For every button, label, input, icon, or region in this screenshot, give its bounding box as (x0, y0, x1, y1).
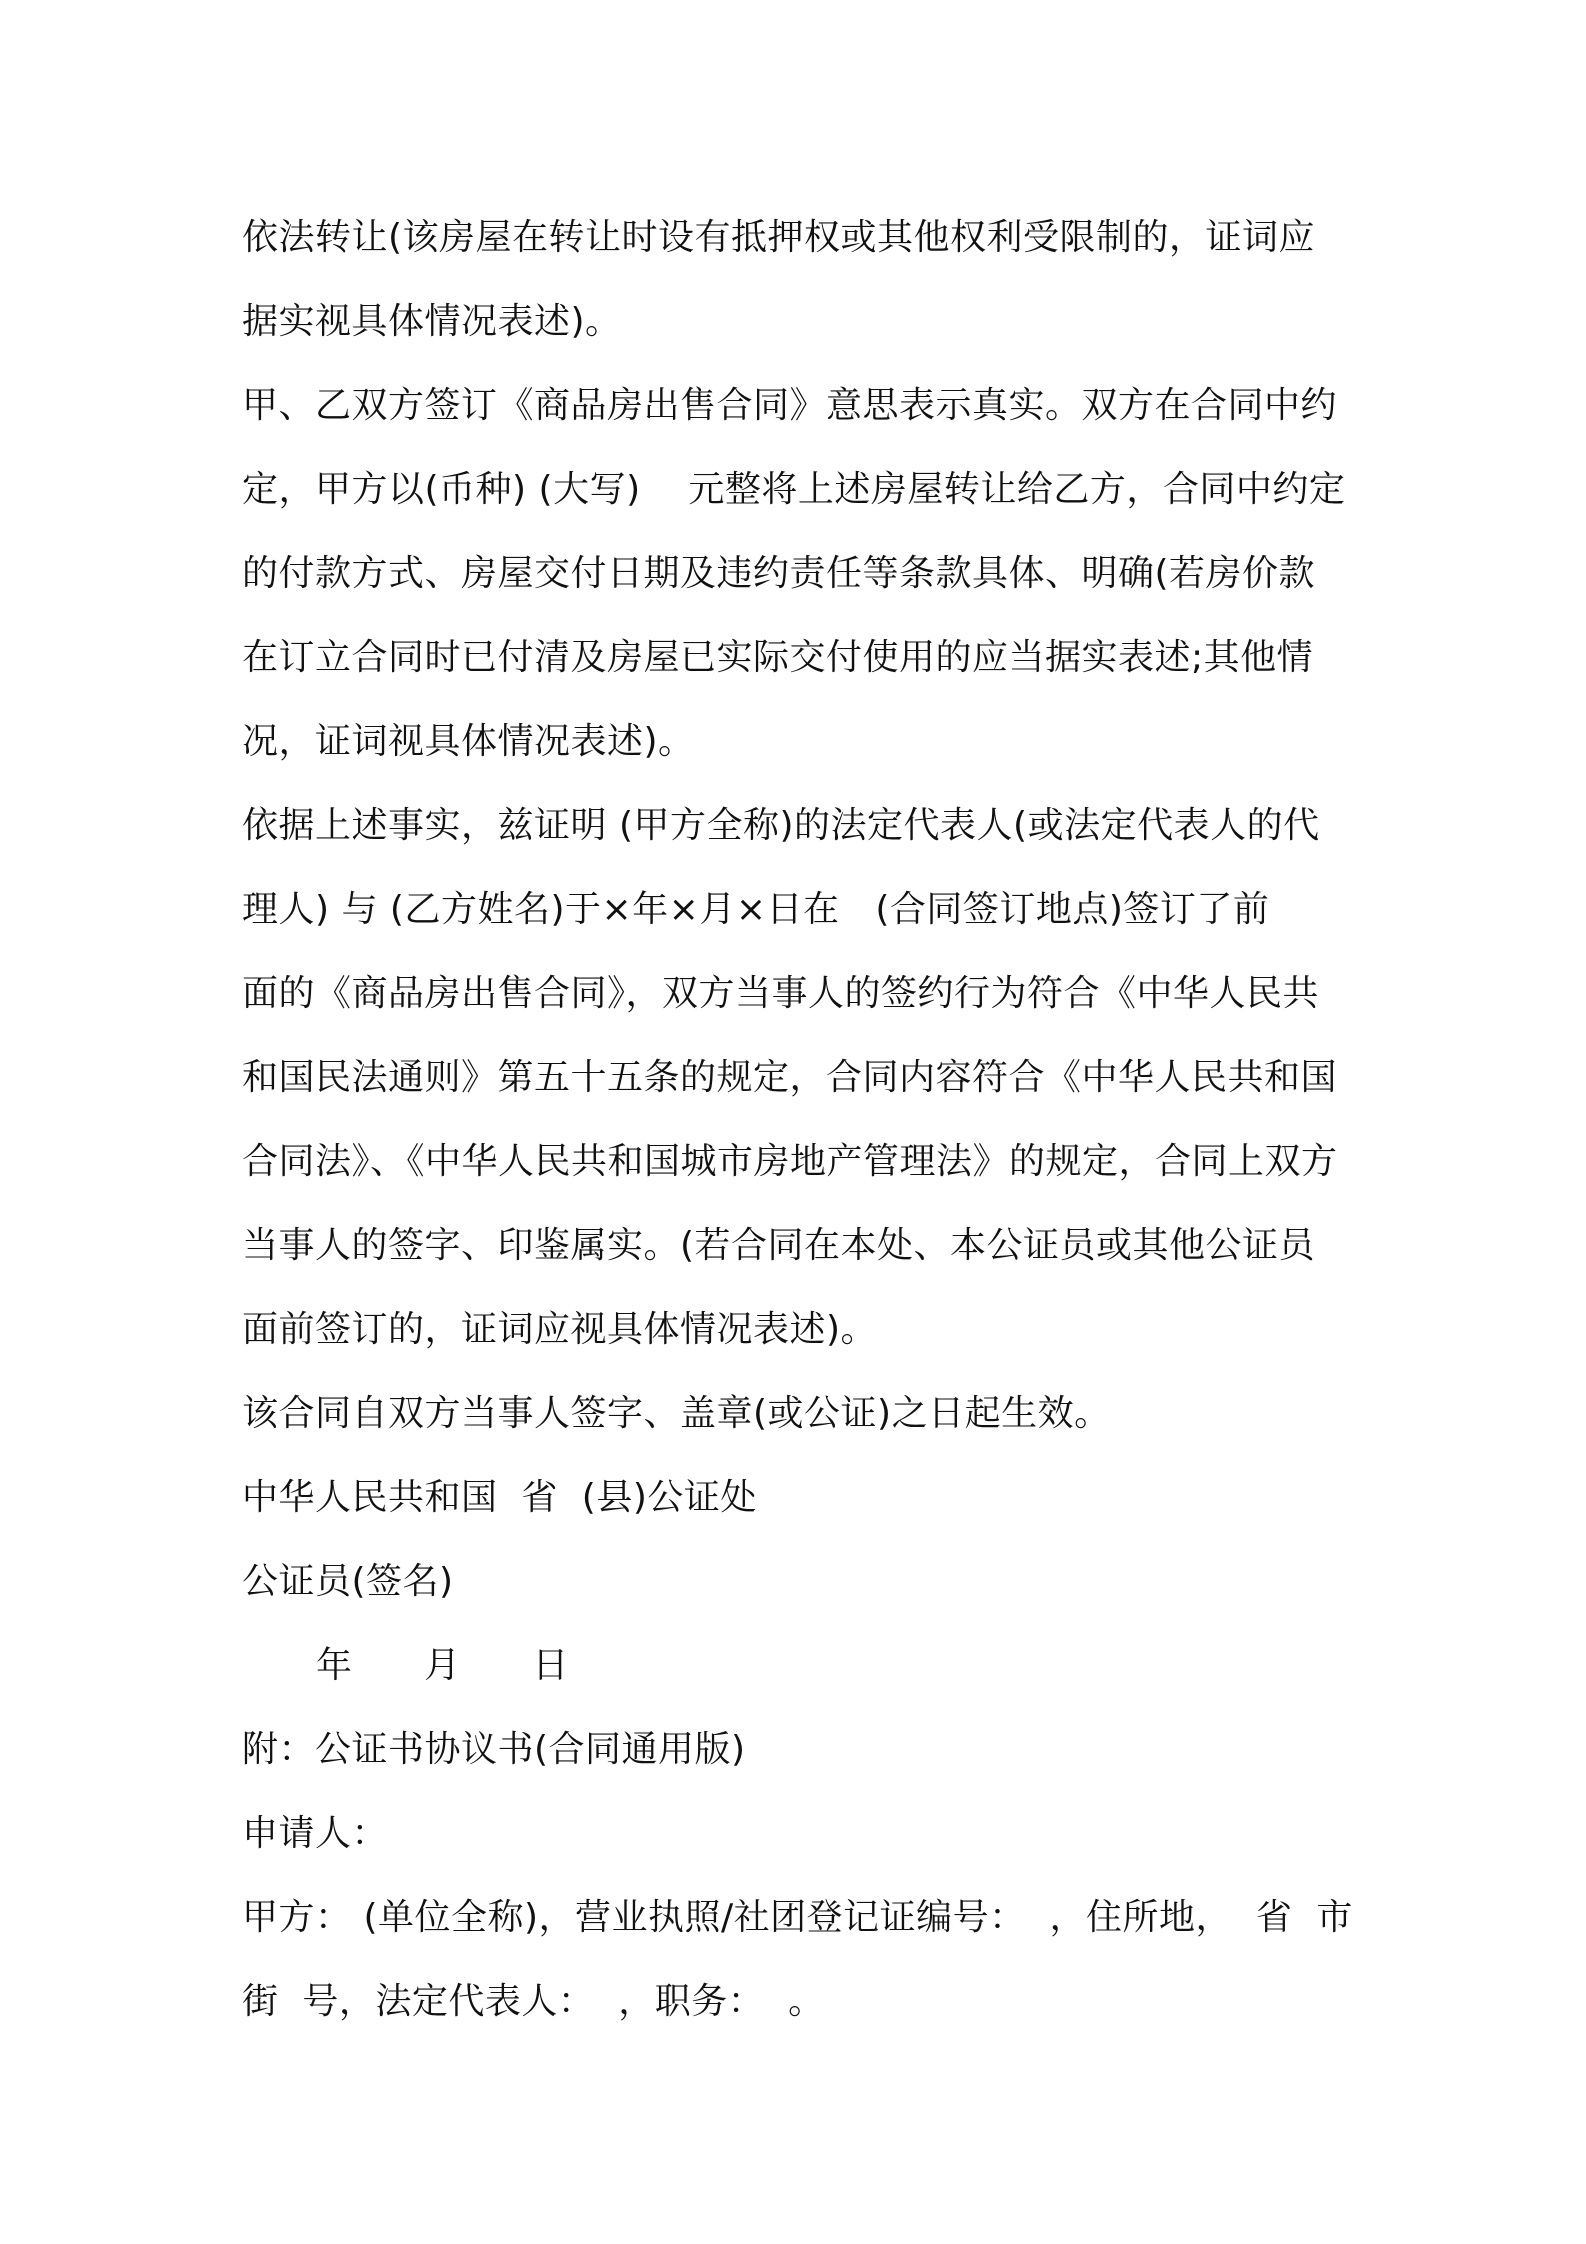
text-line: 甲方： (单位全称)，营业执照/社团登记证编号： ，住所地， 省 市 (242, 1897, 1353, 1938)
text-line: 面的《商品房出售合同》，双方当事人的签约行为符合《中华人民共 (242, 973, 1320, 1014)
document-page (242, 196, 1362, 2044)
text-line: 在订立合同时已付清及房屋已实际交付使用的应当据实表述;其他情 (242, 637, 1314, 678)
text-line: 面前签订的，证词应视具体情况表述)。 (242, 1309, 878, 1350)
text-line: 依法转让(该房屋在转让时设有抵押权或其他权利受限制的，证词应 (242, 217, 1316, 258)
text-line: 当事人的签字、印鉴属实。(若合同在本处、本公证员或其他公证员 (242, 1225, 1316, 1266)
text-line: 甲、乙双方签订《商品房出售合同》意思表示真实。双方在合同中约 (242, 385, 1338, 426)
text-line: 合同法》、《中华人民共和国城市房地产管理法》的规定，合同上双方 (242, 1141, 1338, 1182)
text-line: 依据上述事实，兹证明 (甲方全称)的法定代表人(或法定代表人的代 (242, 805, 1320, 846)
text-line: 中华人民共和国 省 (县)公证处 (242, 1477, 757, 1518)
date-line: 年 月 日 (316, 1645, 569, 1686)
text-line: 据实视具体情况表述)。 (242, 301, 622, 342)
text-line: 申请人： (242, 1813, 389, 1854)
text-line: 街 号，法定代表人： ，职务： 。 (242, 1981, 825, 2022)
text-line: 况，证词视具体情况表述)。 (242, 721, 695, 762)
text-line: 附：公证书协议书(合同通用版) (242, 1729, 746, 1770)
text-line: 的付款方式、房屋交付日期及违约责任等条款具体、明确(若房价款 (242, 553, 1316, 594)
text-line: 该合同自双方当事人签字、盖章(或公证)之日起生效。 (242, 1393, 1111, 1434)
text-line: 定，甲方以(币种) (大写) 元整将上述房屋转让给乙方，合同中约定 (242, 469, 1346, 510)
text-line: 理人) 与 (乙方姓名)于×年×月×日在 (合同签订地点)签订了前 (242, 889, 1270, 930)
text-line: 和国民法通则》第五十五条的规定，合同内容符合《中华人民共和国 (242, 1057, 1338, 1098)
text-line: 公证员(签名) (242, 1561, 454, 1602)
